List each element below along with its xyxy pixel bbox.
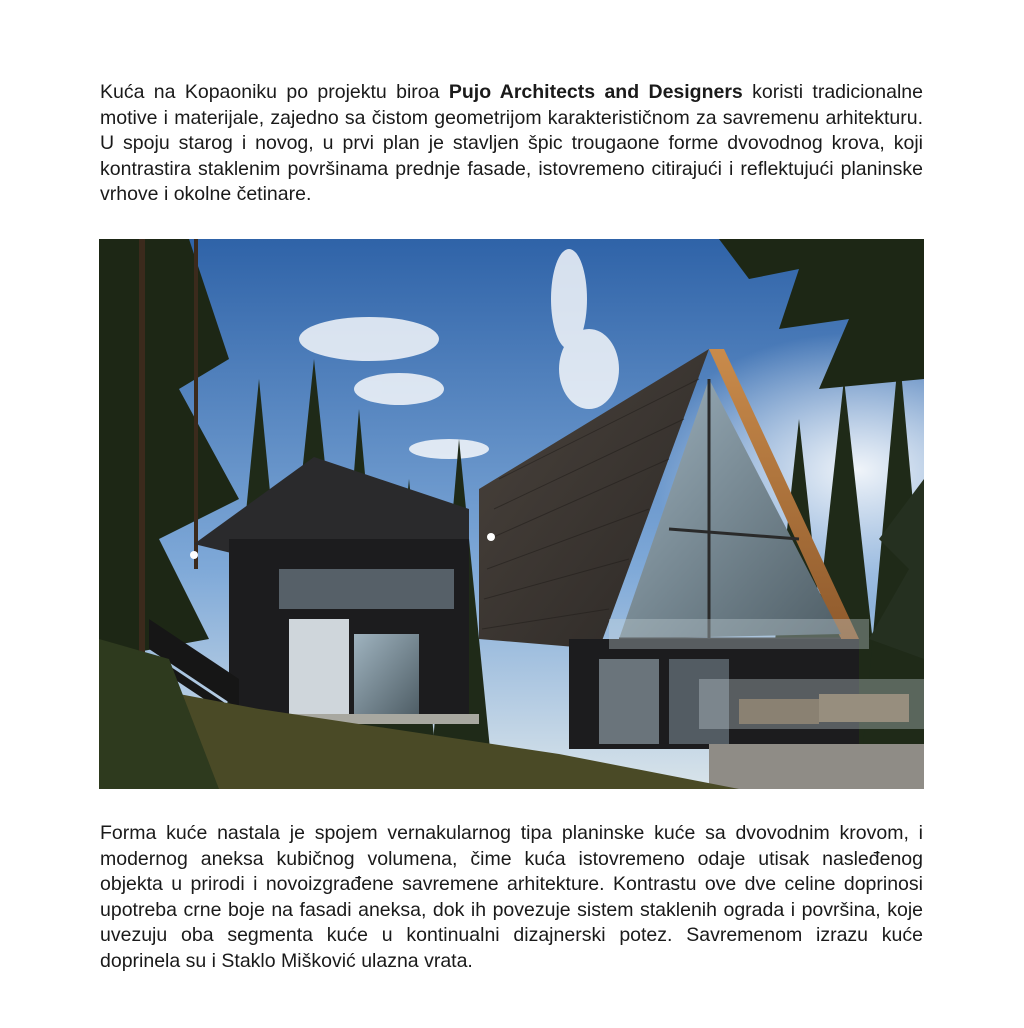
stone-wall bbox=[709, 744, 924, 789]
intro-text-after: koristi tradicionalne motive i materijale, zajedno sa čistom geometrijom karakterističnom za savremenu arhitekturu. U spoju starog i novog, u prvi plan je stavljen špic trougaone forme dvovodnog krova, koji kontrastira staklenim površinama prednje fasade, istovremeno citirajući i reflektujući planinske vrhove i okolne četinare. bbox=[100, 81, 923, 205]
house-illustration bbox=[99, 239, 924, 789]
architect-firm-name: Pujo Architects and Designers bbox=[448, 81, 743, 103]
house-photo bbox=[99, 239, 924, 789]
body-paragraph: Forma kuće nastala je spojem vernakularnog tipa planinske kuće sa dvovodnim krovom, i modernog aneksa kubičnog volumena, čime kuća istovremeno odaje utisak nasleđenog objekta u prirodi i novoizgrađene savremene arhitekture. Kontrastu ove dve celine doprinosi upotreba crne boje na fasadi aneksa, dok ih povezuje sistem staklenih ograda i površina, koje uvezuju oba segmenta kuće u kontinualni dizajnerski potez. Savremenom izrazu kuće doprinela su i Staklo Mišković ulazna vrata. bbox=[100, 822, 923, 972]
intro-paragraph bbox=[100, 80, 923, 208]
intro-text-before: Kuća na Kopaoniku po projektu biroa bbox=[100, 81, 449, 103]
